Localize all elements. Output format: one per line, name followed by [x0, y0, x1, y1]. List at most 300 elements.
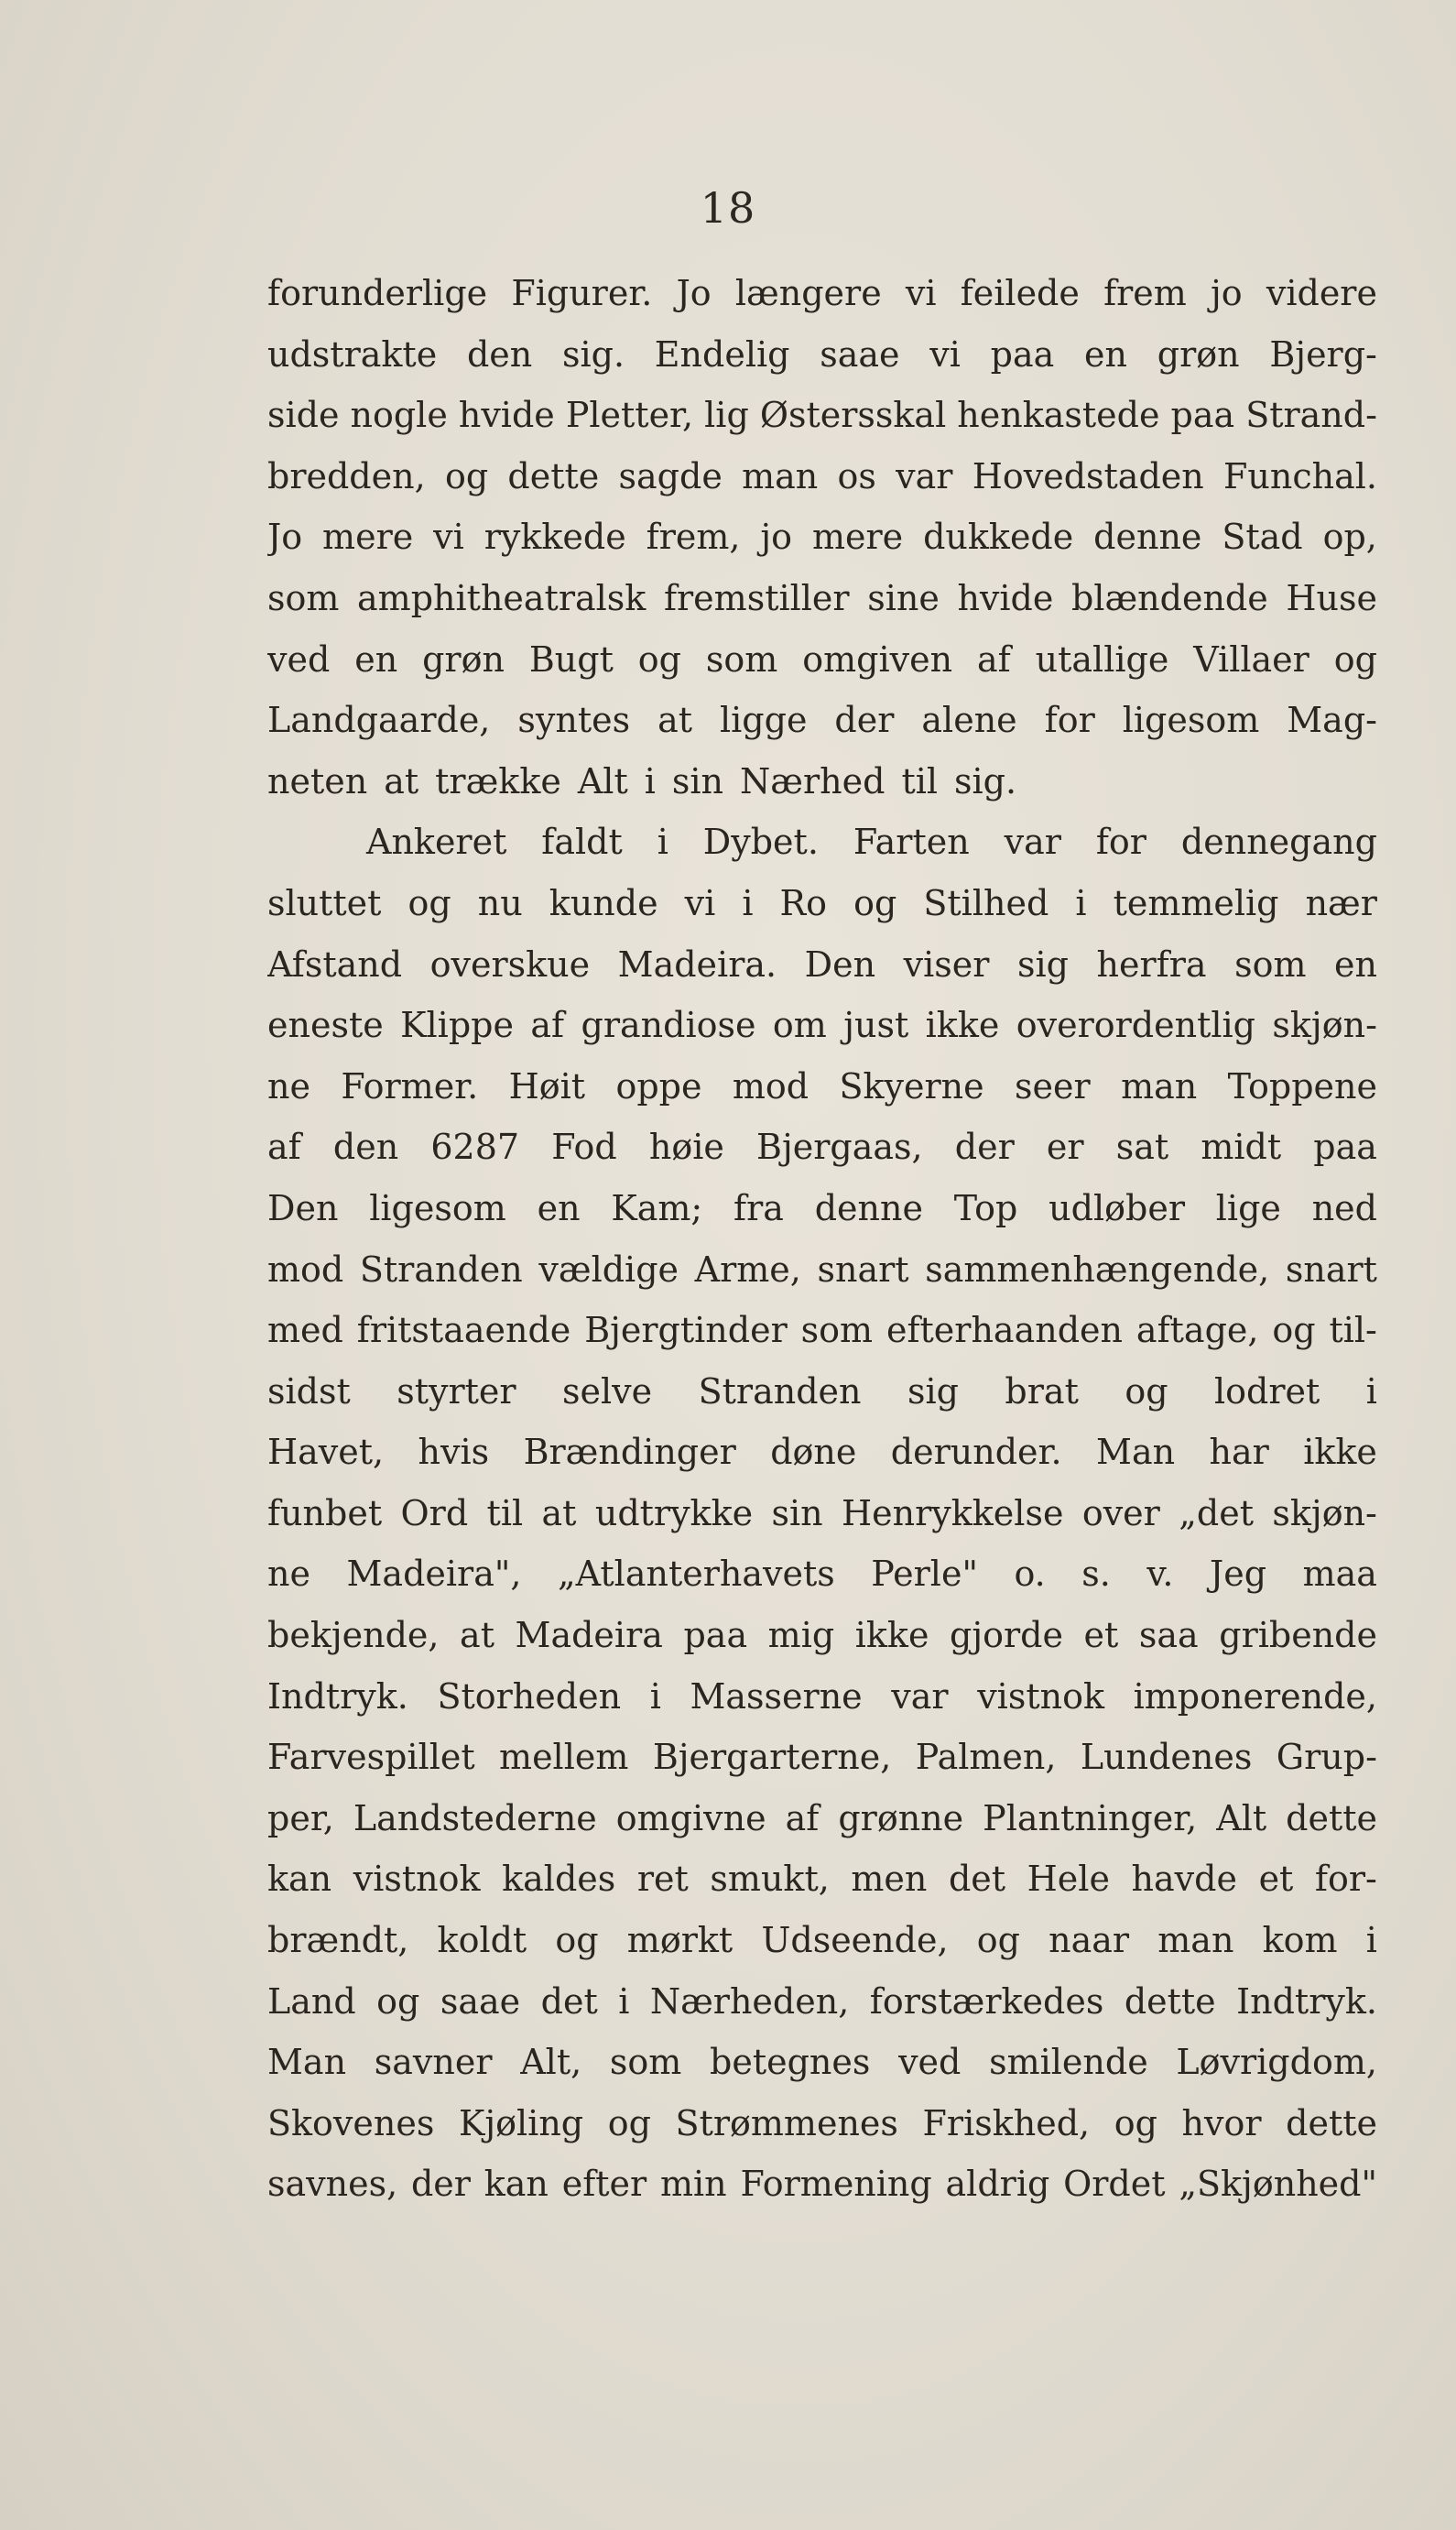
word: udtrykke [594, 1492, 754, 1533]
word: med [267, 1310, 343, 1351]
word: eneste [267, 1005, 384, 1046]
text-line [267, 2164, 1377, 2225]
word: Klippe [400, 1005, 514, 1046]
word: sagde [618, 455, 723, 496]
word: Bjergaas, [756, 1127, 923, 1168]
word: omgiven [802, 638, 953, 680]
word: mere [322, 517, 414, 558]
word: sammenhængende, [925, 1249, 1270, 1290]
word: imponerende, [1133, 1675, 1377, 1717]
word: døne [770, 1432, 857, 1473]
word: Hele [1027, 1859, 1110, 1900]
word: grandiose [581, 1005, 756, 1046]
word: af [977, 638, 1011, 680]
text-line [267, 1005, 1377, 1066]
word: for [1095, 822, 1146, 863]
word: længere [734, 273, 882, 313]
word: der [954, 1127, 1015, 1168]
word: Toppene [1227, 1065, 1377, 1107]
word: nær [1305, 882, 1377, 923]
word: ret [636, 1859, 689, 1900]
word: Henrykkelse [842, 1492, 1064, 1533]
word: det [540, 1980, 598, 2022]
word: saae [820, 333, 900, 375]
word: i [1365, 1370, 1377, 1412]
word: som [1234, 943, 1307, 985]
word: overordentlig [1016, 1005, 1255, 1046]
word: Bjergtinder [584, 1310, 788, 1351]
word: Madeira. [617, 943, 777, 985]
word: Land [267, 1980, 356, 2022]
word: sat [1115, 1127, 1169, 1168]
word: Nærheden, [649, 1980, 850, 2022]
word: hvide [458, 395, 555, 436]
word: skjøn- [1272, 1005, 1377, 1046]
word: en [1084, 333, 1128, 375]
word: jo [1211, 273, 1243, 313]
word: „det [1179, 1492, 1254, 1533]
word: en [1334, 943, 1377, 985]
word: at [384, 760, 419, 802]
word: side [267, 395, 340, 436]
text-line [267, 1615, 1377, 1676]
word: i [649, 1675, 661, 1717]
word: kan [484, 2164, 549, 2205]
word: trække [435, 760, 561, 802]
word: af [530, 1005, 565, 1046]
word: syntes [517, 700, 631, 741]
word: Bjergarterne, [652, 1737, 892, 1778]
word: i [1075, 882, 1087, 923]
word: Plantninger, [983, 1797, 1198, 1838]
word: af [267, 1127, 301, 1168]
word: Figurer. [511, 273, 653, 313]
word: paa [1170, 395, 1235, 436]
word: per, [267, 1797, 334, 1838]
word: snart [817, 1249, 909, 1290]
text-line [267, 822, 1377, 883]
word: omgivne [615, 1797, 766, 1838]
word: os [837, 455, 876, 496]
word: den [466, 333, 533, 375]
word: just [843, 1005, 909, 1046]
word: Indtryk. [1236, 1980, 1377, 2022]
word: mod [732, 1065, 809, 1107]
word: og [1272, 1310, 1316, 1351]
word: v. [1146, 1554, 1174, 1595]
word: kunde [549, 882, 658, 923]
word: neten [267, 760, 368, 802]
word: viser [903, 943, 990, 985]
word: Alt [577, 760, 628, 802]
word: som [705, 638, 778, 680]
word: Formening [740, 2164, 932, 2205]
word: efter [561, 2164, 647, 2205]
word: paa [683, 1615, 748, 1656]
text-line [267, 578, 1377, 639]
word: vi [433, 517, 464, 558]
word: funbet [267, 1492, 383, 1533]
word: Storheden [437, 1675, 622, 1717]
word: ligesom [369, 1187, 506, 1228]
word: mod [267, 1249, 344, 1290]
word: alene [921, 700, 1017, 741]
word: Lundenes [1080, 1737, 1253, 1778]
word: lodret [1213, 1370, 1320, 1412]
word: Perle" [871, 1554, 978, 1595]
word: Havet, [267, 1432, 385, 1473]
word: og [637, 638, 681, 680]
word: feilede [960, 273, 1080, 313]
word: sig. [561, 333, 625, 375]
word: ikke [925, 1005, 1000, 1046]
word: vi [905, 273, 937, 313]
word: Landstederne [353, 1797, 597, 1838]
text-line [267, 1493, 1377, 1554]
word: Skovenes [267, 2102, 435, 2143]
word: og [407, 882, 451, 923]
text-line [267, 1798, 1377, 1859]
word: Ord [400, 1492, 469, 1533]
word: høie [648, 1127, 724, 1168]
word: der [834, 700, 895, 741]
word: ligge [719, 700, 808, 741]
text-line [267, 1249, 1377, 1311]
word: dette [1286, 1797, 1377, 1838]
text-line [267, 700, 1377, 761]
word: Østersskal [759, 395, 947, 436]
word: vi [684, 882, 716, 923]
word: Ro [779, 882, 828, 923]
word: ned [1311, 1187, 1377, 1228]
text-line [267, 2042, 1377, 2103]
word: ikke [1303, 1432, 1377, 1473]
text-line [267, 334, 1377, 396]
word: „Atlanterhavets [557, 1554, 835, 1595]
word: brændt, [267, 1920, 409, 1961]
text-line [267, 1310, 1377, 1371]
word: gjorde [950, 1615, 1063, 1656]
text-line [267, 1371, 1377, 1433]
word: henkastede [957, 395, 1160, 436]
word: var [896, 455, 953, 496]
word: Endelig [654, 333, 790, 375]
text-line [267, 1676, 1377, 1738]
word: til- [1329, 1310, 1377, 1351]
word: et [1258, 1859, 1294, 1900]
word: en [537, 1187, 581, 1228]
word: Kjøling [458, 2102, 584, 2143]
word: Stilhed [923, 882, 1049, 923]
word: utallige [1035, 638, 1169, 680]
word: temmelig [1113, 882, 1279, 923]
word: at [657, 700, 692, 741]
word: styrter [397, 1370, 516, 1412]
word: vistnok [977, 1675, 1104, 1717]
text-line [267, 944, 1377, 1006]
word: dennegang [1180, 822, 1377, 863]
word: seer [1015, 1065, 1091, 1107]
word: hvis [418, 1432, 490, 1473]
word: fra [733, 1187, 784, 1228]
word: i [618, 1980, 630, 2022]
word: frem [1103, 273, 1187, 313]
text-line [267, 883, 1377, 944]
word: grøn [1157, 333, 1240, 375]
word: som [609, 2042, 682, 2083]
word: ikke [854, 1615, 929, 1656]
word: Jeg [1209, 1554, 1267, 1595]
word: en [354, 638, 398, 680]
text-line [267, 1981, 1377, 2043]
word: Man [267, 2042, 347, 2083]
word: herfra [1096, 943, 1207, 985]
word: vældige [538, 1249, 679, 1290]
word: mig [767, 1615, 835, 1656]
word: og [1333, 638, 1377, 680]
text-line [267, 1066, 1377, 1128]
word: Masserne [690, 1675, 863, 1717]
word: op, [1322, 517, 1377, 558]
word: Stranden [359, 1249, 523, 1290]
word: bredden, [267, 455, 426, 496]
word: der [410, 2164, 471, 2205]
word: Landgaarde, [267, 700, 491, 741]
word: i [1365, 1920, 1377, 1961]
word: ligesom [1122, 700, 1260, 741]
word: mørkt [626, 1920, 733, 1961]
word: saae [440, 1980, 521, 2022]
word: efterhaanden [886, 1310, 1124, 1351]
word: vistnok [353, 1859, 481, 1900]
word: Farten [853, 822, 970, 863]
word: dette [507, 455, 600, 496]
word: Jo [267, 517, 303, 558]
word: og [976, 1920, 1020, 1961]
word: som [800, 1310, 874, 1351]
word: Madeira", [346, 1554, 522, 1595]
word: Fod [551, 1127, 617, 1168]
word: kaldes [502, 1859, 616, 1900]
word: Afstand [267, 943, 403, 985]
word: saa [1138, 1615, 1199, 1656]
word: Bugt [528, 638, 614, 680]
word: Bjerg- [1269, 333, 1377, 375]
word: Løvrigdom, [1176, 2042, 1377, 2083]
text-line [267, 456, 1377, 518]
word: Alt, [520, 2042, 582, 2083]
word: havde [1131, 1859, 1237, 1900]
word: i [742, 882, 754, 923]
word: Den [804, 943, 876, 985]
word: sig [907, 1370, 959, 1412]
word: naar [1049, 1920, 1130, 1961]
word: forunderlige [267, 273, 488, 313]
word: dette [1124, 1980, 1216, 2022]
word: grøn [422, 638, 505, 680]
word: mellem [499, 1737, 629, 1778]
word: Stranden [698, 1370, 862, 1412]
word: kan [267, 1859, 332, 1900]
word: sluttet [267, 882, 382, 923]
word: i [657, 822, 668, 863]
text-line [267, 273, 1377, 334]
word: savnes, [267, 2164, 398, 2205]
word: Top [953, 1187, 1018, 1228]
word: ne [267, 1554, 310, 1595]
word: man [1121, 1065, 1198, 1107]
word: jo [760, 517, 793, 558]
word: var [891, 1675, 949, 1717]
word: dette [1286, 2102, 1377, 2143]
word: sin [671, 760, 724, 802]
word: min [659, 2164, 727, 2205]
word: Strømmenes [675, 2102, 898, 2143]
word: Strand- [1245, 395, 1377, 436]
text-line [267, 1920, 1377, 1981]
word: men [851, 1859, 928, 1900]
word: sidst [267, 1370, 351, 1412]
word: frem, [646, 517, 741, 558]
word: er [1046, 1127, 1084, 1168]
word: af [785, 1797, 820, 1838]
word: at [460, 1615, 494, 1656]
word: vi [929, 333, 961, 375]
word: ved [267, 638, 331, 680]
word: og [555, 1920, 599, 1961]
text-line [267, 517, 1377, 578]
word: aftage, [1135, 1310, 1259, 1351]
word: smukt, [710, 1859, 830, 1900]
word: ved [898, 2042, 962, 2083]
word: denne [814, 1187, 923, 1228]
word: o. [1014, 1554, 1046, 1595]
text-line [267, 1188, 1377, 1249]
word: Nærhed [740, 760, 886, 802]
word: lig [704, 395, 749, 436]
word: selve [562, 1370, 653, 1412]
word: Farvespillet [267, 1737, 475, 1778]
word: sine [867, 577, 940, 618]
text-line [267, 2103, 1377, 2165]
word: Pletter, [565, 395, 694, 436]
word: udstrakte [267, 333, 438, 375]
word: aldrig [945, 2164, 1050, 2205]
word: Former. [341, 1065, 479, 1107]
word: Alt [1216, 1797, 1267, 1838]
word: Dybet. [702, 822, 819, 863]
word: nogle [350, 395, 448, 436]
word: amphitheatralsk [357, 577, 647, 618]
word: som [267, 577, 340, 618]
word: dukkede [923, 517, 1074, 558]
word: over [1081, 1492, 1160, 1533]
body-text [267, 273, 1377, 2225]
word: koldt [437, 1920, 527, 1961]
text-line [267, 1859, 1377, 1920]
word: har [1209, 1432, 1269, 1473]
word: Grup- [1276, 1737, 1377, 1778]
word: rykkede [484, 517, 626, 558]
word: grønne [838, 1797, 964, 1838]
text-line [267, 1432, 1377, 1493]
word: Man [1096, 1432, 1176, 1473]
word: fremstiller [663, 577, 850, 618]
text-line [267, 395, 1377, 456]
word: Ankeret [366, 822, 507, 863]
word: Huse [1286, 577, 1377, 618]
word: at [541, 1492, 577, 1533]
word: hvor [1181, 2102, 1262, 2143]
word: gribende [1219, 1615, 1377, 1656]
text-line [267, 1737, 1377, 1798]
word: til [486, 1492, 524, 1533]
word: om [772, 1005, 827, 1046]
word: for- [1314, 1859, 1377, 1900]
word: Kam; [611, 1187, 703, 1228]
word: mere [811, 517, 904, 558]
word: paa [1313, 1127, 1377, 1168]
word: midt [1201, 1127, 1282, 1168]
word: Villaer [1193, 638, 1309, 680]
word: Brændinger [523, 1432, 736, 1473]
word: og [853, 882, 897, 923]
word: man [742, 455, 819, 496]
word: Indtryk. [267, 1675, 408, 1717]
word: Høit [508, 1065, 586, 1107]
word: nu [477, 882, 523, 923]
word: Stad [1222, 517, 1303, 558]
word: det [948, 1859, 1006, 1900]
word: Funchal. [1223, 455, 1377, 496]
word: blændende [1070, 577, 1268, 618]
word: sin [771, 1492, 823, 1533]
word: Skyerne [839, 1065, 984, 1107]
word: ne [267, 1065, 310, 1107]
text-line [267, 1554, 1377, 1615]
word: fritstaaende [356, 1310, 571, 1351]
word: Palmen, [915, 1737, 1057, 1778]
word: derunder. [890, 1432, 1062, 1473]
word: sig [1016, 943, 1069, 985]
word: forstærkedes [869, 1980, 1104, 2022]
word: brat [1005, 1370, 1079, 1412]
text-line [267, 761, 1377, 823]
word: den [332, 1127, 399, 1168]
word: overskue [429, 943, 591, 985]
word: Mag- [1287, 700, 1377, 741]
word: smilende [989, 2042, 1148, 2083]
word: for [1044, 700, 1095, 741]
word: s. [1081, 1554, 1111, 1595]
word: 6287 [430, 1127, 520, 1168]
word: udløber [1049, 1187, 1185, 1228]
word: denne [1093, 517, 1202, 558]
word: lige [1215, 1187, 1281, 1228]
word: sig. [954, 760, 1017, 802]
word: skjøn- [1272, 1492, 1377, 1533]
word: Jo [676, 273, 712, 313]
word: maa [1302, 1554, 1377, 1595]
word: og [444, 455, 489, 496]
word: Friskhed, [922, 2102, 1091, 2143]
word: og [607, 2102, 651, 2143]
word: hvide [957, 577, 1054, 618]
text-line [267, 1127, 1377, 1188]
word: var [1004, 822, 1061, 863]
word: kom [1262, 1920, 1338, 1961]
word: Den [267, 1187, 339, 1228]
